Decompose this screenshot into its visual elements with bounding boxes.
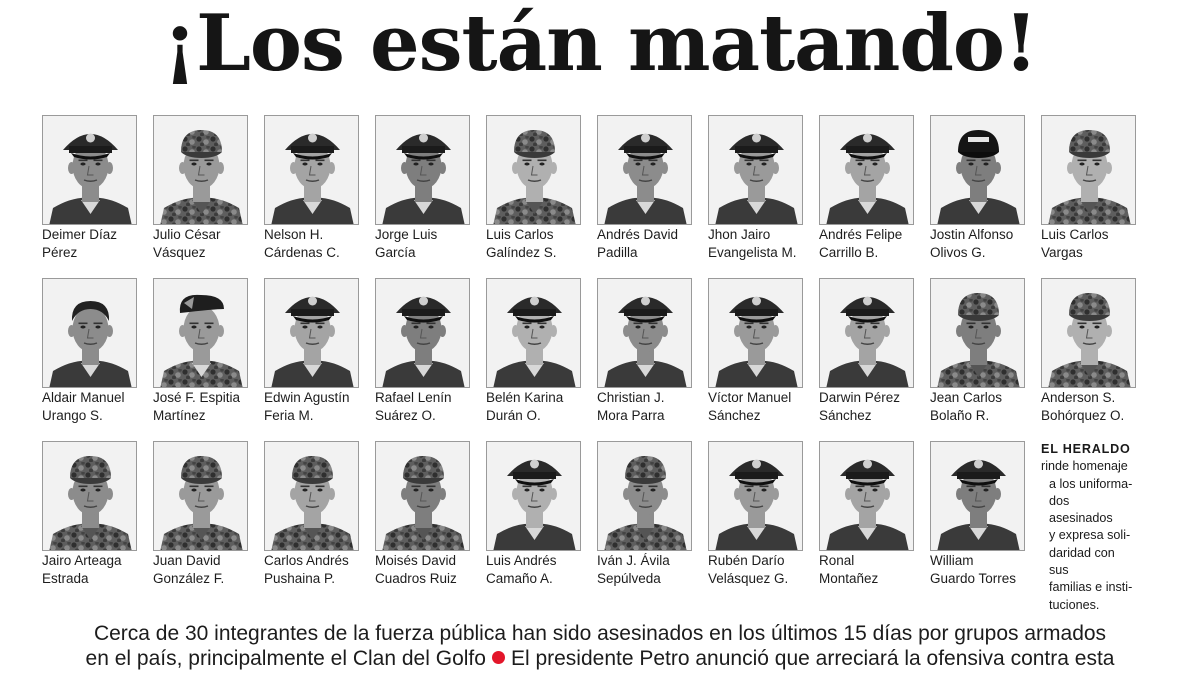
caption-line-2: Suárez O. <box>375 408 436 423</box>
portrait-card <box>486 278 581 434</box>
subhead-line-1: Cerca de 30 integrantes de la fuerza pública han sido asesinados en los últimos 15 días por grupos armados <box>93 622 1107 645</box>
portrait-frame <box>153 278 248 388</box>
caption-line-2: Sánchez <box>708 408 761 423</box>
portrait-card <box>375 278 470 434</box>
portrait-photo <box>598 116 692 225</box>
portrait-caption <box>486 552 581 588</box>
portrait-caption <box>819 389 914 425</box>
caption-line-2: Camaño A. <box>486 571 553 586</box>
caption-line-1: William <box>930 553 974 568</box>
portrait-caption <box>42 226 137 262</box>
portrait-frame <box>264 115 359 225</box>
portrait-frame <box>375 115 470 225</box>
portrait-photo <box>931 442 1025 551</box>
portrait-frame <box>930 115 1025 225</box>
caption-line-1: Belén Karina <box>486 390 564 405</box>
caption-line-1: Jostin Alfonso <box>930 227 1014 242</box>
portrait-frame <box>153 115 248 225</box>
subheadline <box>0 621 1200 671</box>
portrait-card <box>486 441 581 597</box>
portrait-photo <box>376 279 470 388</box>
portrait-frame <box>597 278 692 388</box>
portrait-frame <box>708 115 803 225</box>
portrait-frame <box>486 115 581 225</box>
portrait-photo <box>154 442 248 551</box>
portrait-frame <box>597 441 692 551</box>
caption-line-1: Jairo Arteaga <box>42 553 122 568</box>
portrait-photo <box>376 442 470 551</box>
caption-line-2: Feria M. <box>264 408 314 423</box>
portrait-photo <box>265 116 359 225</box>
caption-line-2: García <box>375 245 416 260</box>
caption-line-1: Luis Carlos <box>486 227 554 242</box>
portrait-card <box>819 115 914 271</box>
portrait-photo <box>43 442 137 551</box>
portrait-card <box>486 115 581 271</box>
caption-line-1: Luis Carlos <box>1041 227 1109 242</box>
portrait-caption <box>375 226 470 262</box>
portrait-frame <box>42 441 137 551</box>
portrait-frame <box>264 278 359 388</box>
caption-line-1: Darwin Pérez <box>819 390 901 405</box>
portrait-photo <box>598 442 692 551</box>
caption-line-1: Jean Carlos <box>930 390 1003 405</box>
portrait-photo <box>820 116 914 225</box>
portrait-frame <box>708 278 803 388</box>
caption-line-2: Velásquez G. <box>708 571 789 586</box>
caption-line-2: Bohórquez O. <box>1041 408 1125 423</box>
portrait-photo <box>598 279 692 388</box>
portrait-frame <box>819 278 914 388</box>
portrait-card <box>819 441 914 597</box>
portrait-frame <box>486 278 581 388</box>
portrait-card <box>1041 278 1136 434</box>
caption-line-2: Pérez <box>42 245 78 260</box>
portrait-caption <box>153 389 248 425</box>
portrait-frame <box>1041 278 1136 388</box>
portrait-card <box>708 115 803 271</box>
tribute-line: rinde homenaje <box>1041 459 1128 474</box>
caption-line-1: Anderson S. <box>1041 390 1116 405</box>
portrait-caption <box>375 552 470 588</box>
caption-line-2: Pushaina P. <box>264 571 336 586</box>
caption-line-2: Padilla <box>597 245 638 260</box>
portrait-card <box>1041 115 1136 271</box>
portrait-frame <box>1041 115 1136 225</box>
caption-line-2: Montañez <box>819 571 879 586</box>
portrait-frame <box>42 115 137 225</box>
portrait-card <box>708 278 803 434</box>
caption-line-2: Olivos G. <box>930 245 986 260</box>
portrait-card <box>264 441 359 597</box>
portrait-card <box>42 278 137 434</box>
portrait-caption <box>264 389 359 425</box>
portrait-caption <box>264 226 359 262</box>
portrait-photo <box>154 279 248 388</box>
portrait-photo <box>1042 279 1136 388</box>
portrait-caption <box>153 552 248 588</box>
portrait-frame <box>486 441 581 551</box>
portrait-card <box>264 115 359 271</box>
portrait-caption <box>930 389 1025 425</box>
portrait-card <box>930 115 1025 271</box>
portrait-caption <box>597 226 692 262</box>
portrait-caption <box>1041 389 1136 425</box>
caption-line-1: Jhon Jairo <box>708 227 771 242</box>
red-bullet-icon <box>492 651 505 664</box>
portrait-caption <box>930 226 1025 262</box>
portrait-photo <box>487 442 581 551</box>
portrait-card <box>264 278 359 434</box>
portrait-frame <box>930 441 1025 551</box>
tribute-line: daridad con sus <box>1049 545 1115 578</box>
tribute-line: a los uniforma- <box>1049 476 1133 491</box>
caption-line-2: Urango S. <box>42 408 103 423</box>
portrait-caption <box>597 552 692 588</box>
tribute-line: familias e insti- <box>1049 580 1133 595</box>
tribute-line: y expresa soli- <box>1049 528 1131 543</box>
caption-line-2: Durán O. <box>486 408 541 423</box>
portrait-photo <box>931 116 1025 225</box>
portrait-card <box>930 441 1025 597</box>
caption-line-1: Deimer Díaz <box>42 227 118 242</box>
subhead-line-2-part-2: El presidente Petro anunció que arreciará la ofensiva contra esta <box>510 647 1115 670</box>
portrait-photo <box>43 116 137 225</box>
portrait-caption <box>930 552 1025 588</box>
tribute-line: tuciones. <box>1049 597 1100 612</box>
portrait-card <box>153 441 248 597</box>
portrait-photo <box>820 279 914 388</box>
caption-line-2: Guardo Torres <box>930 571 1017 586</box>
portrait-caption <box>708 389 803 425</box>
portrait-frame <box>264 441 359 551</box>
caption-line-1: Jorge Luis <box>375 227 438 242</box>
caption-line-1: Juan David <box>153 553 221 568</box>
caption-line-2: Martínez <box>153 408 206 423</box>
caption-line-2: Cuadros Ruiz <box>375 571 457 586</box>
portrait-frame <box>597 115 692 225</box>
portrait-photo <box>43 279 137 388</box>
portrait-caption <box>42 552 137 588</box>
portrait-caption <box>42 389 137 425</box>
portrait-card <box>597 115 692 271</box>
portrait-frame <box>375 278 470 388</box>
portrait-card <box>597 278 692 434</box>
portrait-caption <box>486 389 581 425</box>
caption-line-2: Mora Parra <box>597 408 665 423</box>
caption-line-1: Aldair Manuel <box>42 390 125 405</box>
portrait-grid <box>42 115 1142 612</box>
caption-line-1: Moisés David <box>375 553 457 568</box>
caption-line-2: Vásquez <box>153 245 206 260</box>
caption-line-2: Vargas <box>1041 245 1083 260</box>
portrait-caption <box>264 552 359 588</box>
portrait-frame <box>153 441 248 551</box>
portrait-photo <box>709 279 803 388</box>
portrait-caption <box>708 226 803 262</box>
caption-line-1: Víctor Manuel <box>708 390 792 405</box>
caption-line-1: Rubén Darío <box>708 553 785 568</box>
portrait-card <box>708 441 803 597</box>
portrait-frame <box>42 278 137 388</box>
portrait-photo <box>265 279 359 388</box>
caption-line-1: Andrés Felipe <box>819 227 903 242</box>
portrait-card <box>42 115 137 271</box>
portrait-caption <box>597 389 692 425</box>
caption-line-2: González F. <box>153 571 225 586</box>
portrait-frame <box>819 115 914 225</box>
portrait-card <box>375 441 470 597</box>
portrait-photo <box>376 116 470 225</box>
caption-line-1: Nelson H. <box>264 227 324 242</box>
caption-line-1: Carlos Andrés <box>264 553 349 568</box>
portrait-caption <box>1041 226 1136 262</box>
portrait-photo <box>487 116 581 225</box>
caption-line-2: Bolaño R. <box>930 408 990 423</box>
tribute-heading: EL HERALDO <box>1041 442 1131 456</box>
portrait-photo <box>820 442 914 551</box>
caption-line-1: Christian J. <box>597 390 665 405</box>
caption-line-1: Edwin Agustín <box>264 390 350 405</box>
portrait-frame <box>375 441 470 551</box>
caption-line-1: Andrés David <box>597 227 679 242</box>
caption-line-1: Ronal <box>819 553 855 568</box>
portrait-card <box>819 278 914 434</box>
portrait-caption <box>819 226 914 262</box>
portrait-card <box>153 278 248 434</box>
portrait-caption <box>153 226 248 262</box>
headline: ¡Los están matando! <box>162 0 1038 89</box>
caption-line-2: Estrada <box>42 571 89 586</box>
portrait-photo <box>154 116 248 225</box>
caption-line-2: Galíndez S. <box>486 245 557 260</box>
caption-line-2: Evangelista M. <box>708 245 797 260</box>
portrait-photo <box>709 442 803 551</box>
portrait-photo <box>265 442 359 551</box>
portrait-photo <box>487 279 581 388</box>
portrait-card <box>375 115 470 271</box>
caption-line-2: Sepúlveda <box>597 571 661 586</box>
portrait-photo <box>709 116 803 225</box>
portrait-card <box>930 278 1025 434</box>
tribute-note <box>1041 441 1136 612</box>
caption-line-2: Carrillo B. <box>819 245 879 260</box>
caption-line-1: José F. Espitia <box>153 390 241 405</box>
subhead-line-2 <box>0 646 1200 671</box>
portrait-caption <box>486 226 581 262</box>
portrait-card <box>42 441 137 597</box>
portrait-card <box>597 441 692 597</box>
portrait-caption <box>375 389 470 425</box>
caption-line-1: Luis Andrés <box>486 553 557 568</box>
caption-line-1: Rafael Lenín <box>375 390 452 405</box>
subhead-line-2-part-1: en el país, principalmente el Clan del Golfo <box>85 647 486 670</box>
portrait-frame <box>819 441 914 551</box>
caption-line-2: Sánchez <box>819 408 872 423</box>
tribute-line: dos asesinados <box>1049 493 1113 526</box>
portrait-caption <box>708 552 803 588</box>
caption-line-1: Julio César <box>153 227 221 242</box>
caption-line-2: Cárdenas C. <box>264 245 340 260</box>
portrait-caption <box>819 552 914 588</box>
portrait-photo <box>1042 116 1136 225</box>
portrait-frame <box>708 441 803 551</box>
caption-line-1: Iván J. Ávila <box>597 553 670 568</box>
portrait-frame <box>930 278 1025 388</box>
portrait-card <box>153 115 248 271</box>
portrait-photo <box>931 279 1025 388</box>
